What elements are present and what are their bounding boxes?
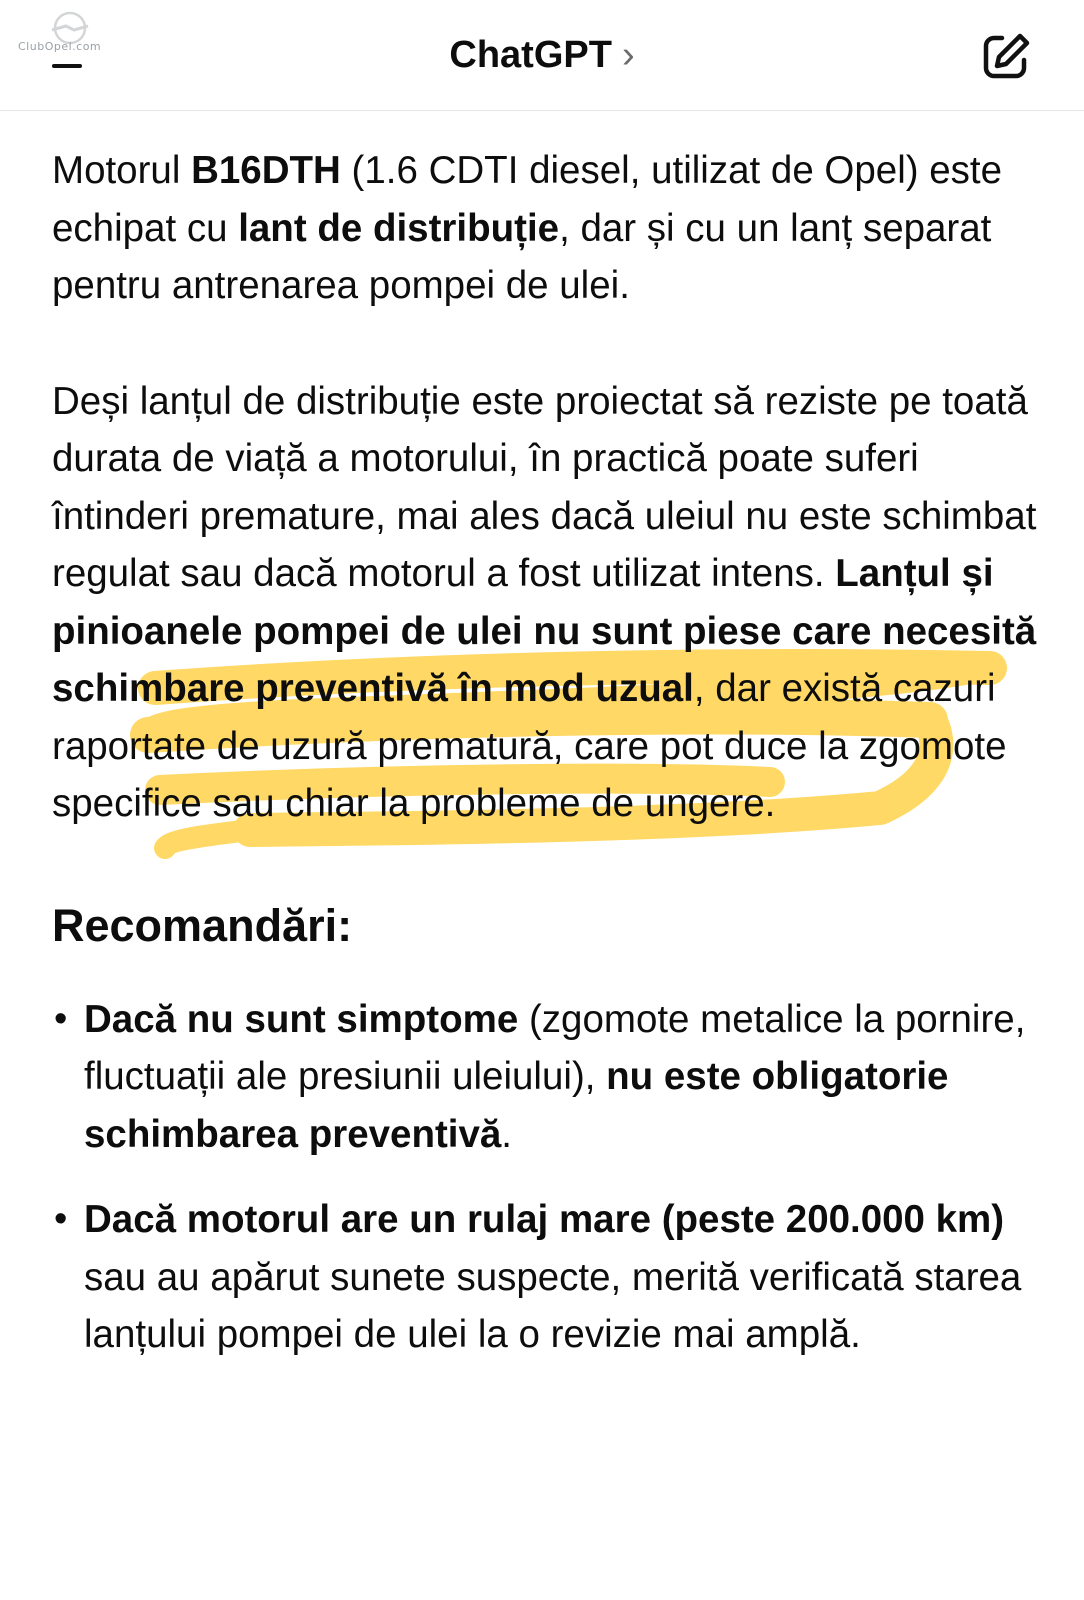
text-run: Deși lanțul de distribuție este proiectat să reziste pe toată durata de viață a motorului, în practică poate suferi întinderi premature, mai ales dacă uleiul nu este schimbat regulat sau dacă motorul a fost utilizat intens. bbox=[52, 379, 1037, 595]
list-item bbox=[52, 1191, 1052, 1364]
top-bar bbox=[0, 0, 1084, 111]
text-run: , dar există cazuri raportate de uzură prematură, care pot duce la zgomote specifice sau chiar la probleme de ungere. bbox=[52, 667, 1007, 825]
bold-run: B16DTH bbox=[191, 149, 341, 192]
page-title: ChatGPT bbox=[449, 34, 612, 76]
bold-run: lant de distribuție bbox=[238, 206, 560, 250]
text-run: Motorul bbox=[52, 149, 192, 192]
text-run: . bbox=[501, 1112, 512, 1156]
chevron-right-icon: › bbox=[621, 34, 635, 76]
bullet-icon: • bbox=[54, 997, 68, 1040]
message-paragraph bbox=[52, 373, 1052, 833]
list-item bbox=[52, 991, 1052, 1164]
text-run: (1.6 CDTI diesel, utilizat de Opel) este echipat cu bbox=[52, 149, 1003, 250]
bold-run: nu este obligatorie schimbarea preventivă bbox=[84, 1055, 949, 1156]
bullet-icon: • bbox=[54, 1198, 68, 1240]
bold-run: Lanțul și pinioanele pompei de ulei nu sunt piese care necesită schimbare preventivă în mod uzual bbox=[52, 552, 1037, 710]
model-selector[interactable] bbox=[0, 30, 1084, 80]
bold-run: Dacă motorul are un rulaj mare (peste 200.000 km) bbox=[84, 1198, 1005, 1241]
new-chat-icon bbox=[980, 30, 1032, 82]
bold-run: Dacă nu sunt simptome bbox=[84, 997, 519, 1041]
text-run: sau au apărut sunete suspecte, merită verificată starea lanțului pompei de ulei la o revizie mai amplă. bbox=[84, 1255, 1022, 1356]
assistant-message bbox=[52, 142, 1052, 1392]
text-run: , dar și cu un lanț separat pentru antrenarea pompei de ulei. bbox=[52, 206, 992, 307]
text-run: (zgomote metalice la pornire, fluctuații ale presiunii uleiului), bbox=[84, 997, 1026, 1098]
message-paragraph bbox=[52, 142, 1052, 315]
recommendation-list bbox=[52, 991, 1052, 1364]
section-heading: Recomandări: bbox=[52, 899, 353, 951]
new-chat-button[interactable] bbox=[980, 30, 1032, 82]
watermark-text: ClubOpel.com bbox=[18, 40, 102, 53]
